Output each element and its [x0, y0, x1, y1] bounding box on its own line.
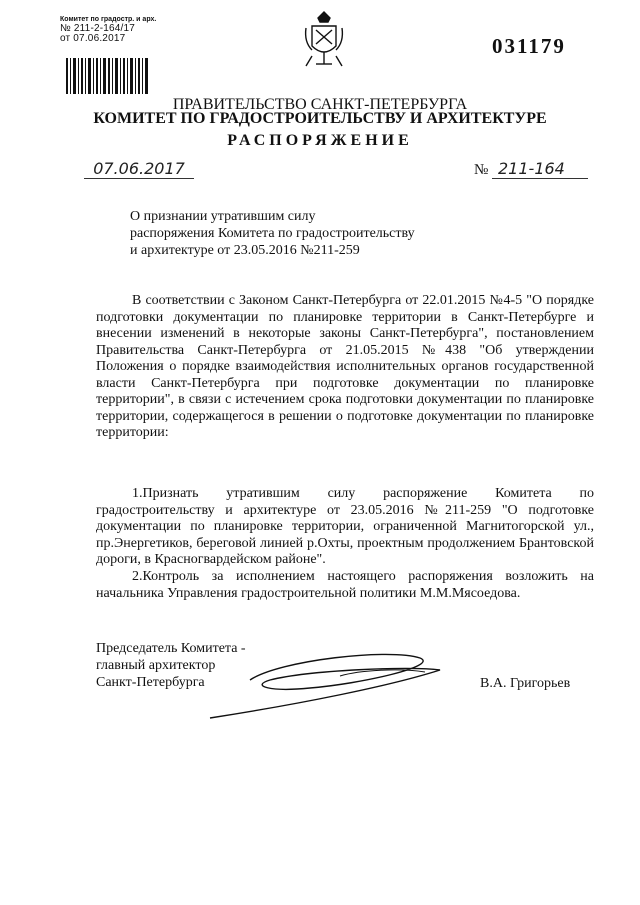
subject-block [130, 208, 450, 259]
coat-of-arms-icon [302, 10, 346, 68]
handwritten-date: 07.06.2017 [84, 160, 194, 179]
subject-line: О признании утратившим силу [130, 209, 316, 224]
government-title: ПРАВИТЕЛЬСТВО САНКТ-ПЕТЕРБУРГА [172, 96, 468, 113]
signatory-title-line: Санкт-Петербурга [96, 675, 205, 690]
preamble-paragraph: В соответствии с Законом Санкт-Петербурга от 22.01.2015 №4-5 "О порядке подготовки документации по планировке территории в Санкт-Петербурге и внесении изменений в некоторые законы Санкт-Петербурга", постановлением Правительства Санкт-Петербурга от 21.05.2015 №438 "Об утверждении Положения о порядке взаимодействия исполнительных органов государственной власти Санкт-Петербурга при подготовке документации по планировке территории", в связи с истечением срока подготовки документации по планировке территории, содержащегося в решении о подготовке документации по планировке территории: [96, 293, 594, 440]
signatory-title-line: главный архитектор [96, 658, 216, 673]
stamp-caption: Комитет по градостр. и арх. [60, 16, 157, 23]
clause-1-paragraph: 1.Признать утратившим силу распоряжение Комитета по градостроительству и архитектуре от 23.05.2016 №211-259 "О подготовке документации по планировке территории, ограниченной Магнитогорской ул., пр.Энергетиков, береговой линией р.Охты, проектным продолжением Брантовской дороги, в Красногвардейском районе". [96, 486, 594, 567]
subject-line: и архитектуре от 23.05.2016 №211-259 [130, 243, 360, 258]
signatory-title-line: Председатель Комитета - [96, 641, 246, 656]
number-sign: № [474, 162, 489, 178]
document-number: 031179 [492, 34, 566, 58]
committee-title: КОМИТЕТ ПО ГРАДОСТРОИТЕЛЬСТВУ И АРХИТЕКТУРЕ [93, 110, 547, 127]
handwritten-signature [190, 640, 490, 730]
clause-2-paragraph: 2.Контроль за исполнением настоящего распоряжения возложить на начальника Управления градостроительной политики М.М.Мясоедова. [96, 569, 594, 601]
subject-line: распоряжения Комитета по градостроительству [130, 226, 415, 241]
handwritten-number: 211-164 [492, 160, 588, 179]
stamp-reg-number: № 211-2-164/17 [60, 23, 136, 34]
signatory-name: В.А. Григорьев [480, 676, 571, 691]
document-type: РАСПОРЯЖЕНИЕ [227, 132, 413, 149]
stamp-reg-date: от 07.06.2017 [60, 33, 126, 44]
barcode-icon [66, 58, 150, 94]
registration-stamp [60, 16, 160, 44]
